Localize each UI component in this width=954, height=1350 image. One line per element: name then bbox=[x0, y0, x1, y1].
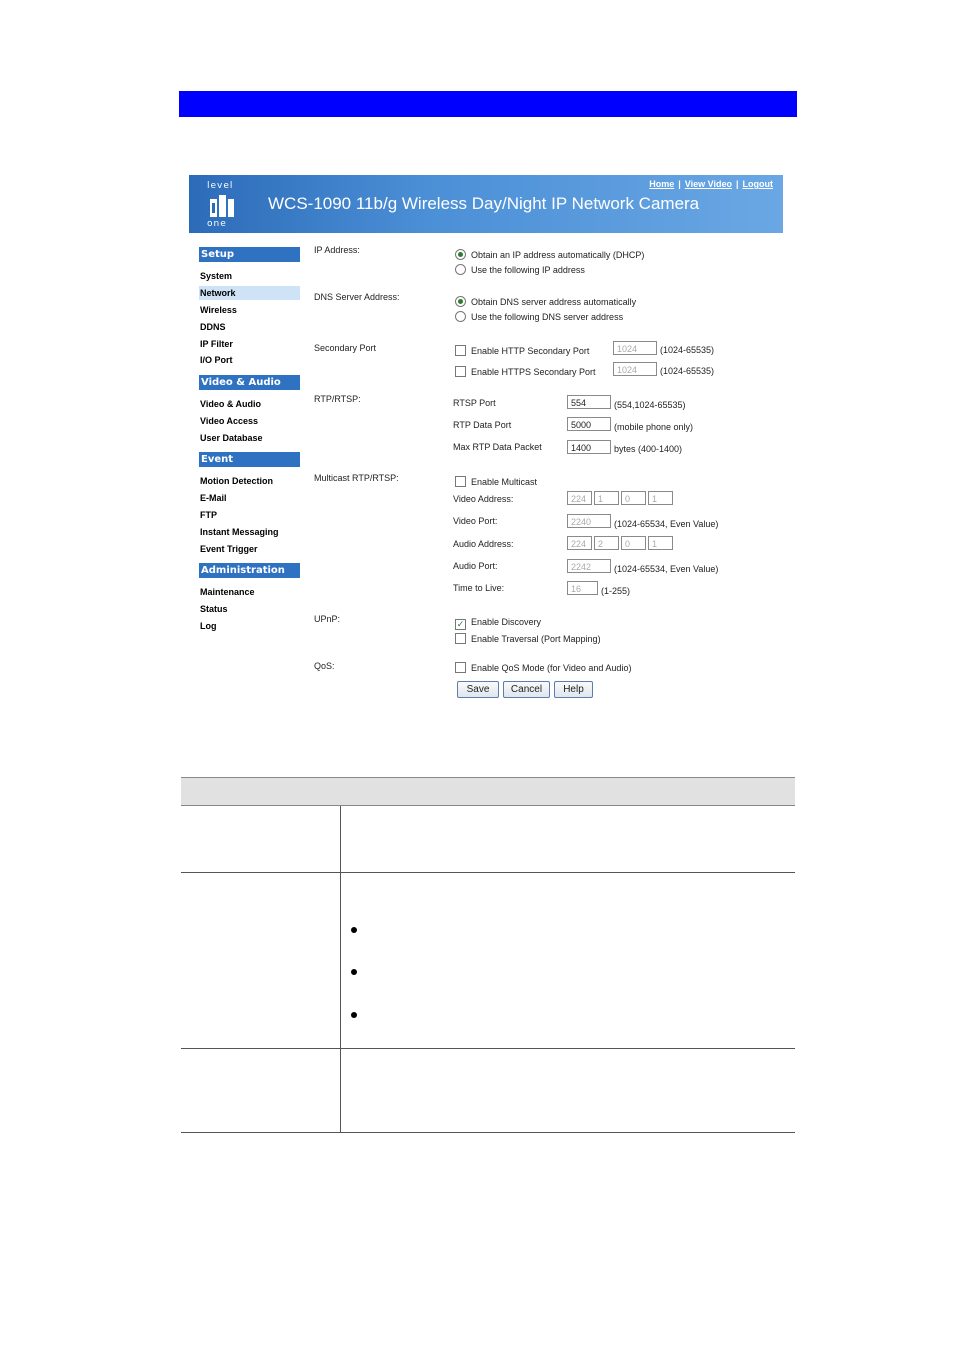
table-header bbox=[181, 777, 795, 806]
rtsp-port-input[interactable]: 554 bbox=[567, 395, 611, 409]
http-secondary-range: (1024-65535) bbox=[660, 345, 715, 355]
dns-label: DNS Server Address: bbox=[314, 292, 400, 302]
enable-multicast-text: Enable Multicast bbox=[471, 477, 538, 487]
description-table bbox=[181, 777, 795, 1133]
rtp-data-port-label: RTP Data Port bbox=[453, 420, 512, 430]
video-port-input[interactable]: 2240 bbox=[567, 514, 611, 528]
ip-dhcp-radio[interactable] bbox=[455, 249, 466, 260]
upnp-discovery-checkbox[interactable]: ✓ bbox=[456, 619, 465, 629]
audio-address-label: Audio Address: bbox=[453, 539, 514, 549]
view-video-link[interactable]: View Video bbox=[684, 179, 732, 189]
rtp-rtsp-label: RTP/RTSP: bbox=[314, 394, 361, 404]
help-button[interactable]: Help bbox=[554, 681, 593, 698]
logo-text-bottom: one bbox=[207, 219, 227, 229]
logo-mark-icon bbox=[209, 195, 235, 217]
video-address-octet-1[interactable]: 224 bbox=[567, 491, 592, 505]
ttl-note: (1-255) bbox=[601, 586, 631, 596]
upnp-discovery-option[interactable] bbox=[455, 617, 541, 630]
table-column-divider bbox=[340, 806, 341, 1133]
sidebar-item-video-audio[interactable]: Video & Audio bbox=[200, 399, 262, 409]
audio-address-octet-2[interactable]: 2 bbox=[594, 536, 619, 550]
qos-text: Enable QoS Mode (for Video and Audio) bbox=[471, 663, 632, 673]
sidebar-item-maintenance[interactable]: Maintenance bbox=[200, 587, 255, 597]
enable-multicast-option[interactable] bbox=[455, 476, 537, 487]
https-secondary-port-input[interactable]: 1024 bbox=[613, 362, 657, 376]
rtp-data-port-note: (mobile phone only) bbox=[614, 422, 694, 432]
http-secondary-option[interactable] bbox=[455, 345, 589, 356]
http-secondary-checkbox[interactable] bbox=[455, 345, 466, 356]
sidebar-item-user-database[interactable]: User Database bbox=[200, 433, 263, 443]
qos-option[interactable] bbox=[455, 662, 631, 673]
max-rtp-packet-label: Max RTP Data Packet bbox=[453, 442, 542, 452]
header-links: Home | View Video | Logout bbox=[649, 179, 773, 189]
video-address-octet-4[interactable]: 1 bbox=[648, 491, 673, 505]
table-row-divider bbox=[181, 1048, 795, 1049]
sidebar-section-setup: Setup bbox=[199, 247, 300, 262]
enable-multicast-checkbox[interactable] bbox=[455, 476, 466, 487]
ip-static-option[interactable] bbox=[455, 264, 585, 275]
video-port-note: (1024-65534, Even Value) bbox=[614, 519, 719, 529]
sidebar-item-email[interactable]: E-Mail bbox=[200, 493, 227, 503]
ip-dhcp-text: Obtain an IP address automatically (DHCP) bbox=[471, 250, 645, 260]
dns-static-option[interactable] bbox=[455, 311, 623, 322]
upnp-discovery-text: Enable Discovery bbox=[471, 617, 542, 627]
sidebar-item-system[interactable]: System bbox=[200, 271, 233, 281]
list-bullet bbox=[351, 969, 357, 975]
sidebar-section-event: Event bbox=[199, 452, 300, 467]
upnp-label: UPnP: bbox=[314, 614, 341, 624]
audio-address-octet-4[interactable]: 1 bbox=[648, 536, 673, 550]
ui-header bbox=[189, 175, 783, 233]
http-secondary-port-input[interactable]: 1024 bbox=[613, 341, 657, 355]
home-link[interactable]: Home bbox=[649, 179, 675, 189]
sidebar-item-log[interactable]: Log bbox=[200, 621, 217, 631]
ip-dhcp-option[interactable] bbox=[455, 249, 644, 260]
max-rtp-packet-input[interactable]: 1400 bbox=[567, 440, 611, 454]
max-rtp-packet-note: bytes (400-1400) bbox=[614, 444, 683, 454]
cancel-button[interactable]: Cancel bbox=[503, 681, 550, 698]
ip-static-text: Use the following IP address bbox=[471, 265, 585, 275]
table-bottom-border bbox=[181, 1132, 795, 1133]
section-title-bar bbox=[179, 91, 797, 117]
video-address-label: Video Address: bbox=[453, 494, 514, 504]
rtsp-port-label: RTSP Port bbox=[453, 398, 496, 408]
logout-link[interactable]: Logout bbox=[742, 179, 773, 189]
sidebar-item-wireless[interactable]: Wireless bbox=[200, 305, 237, 315]
rtp-data-port-input[interactable]: 5000 bbox=[567, 417, 611, 431]
sidebar-item-event-trigger[interactable]: Event Trigger bbox=[200, 544, 258, 554]
sidebar-section-video-audio: Video & Audio bbox=[199, 375, 300, 390]
secondary-port-label: Secondary Port bbox=[314, 343, 377, 353]
list-bullet bbox=[351, 927, 357, 933]
sidebar-item-motion-detection[interactable]: Motion Detection bbox=[200, 476, 273, 486]
ip-static-radio[interactable] bbox=[455, 264, 466, 275]
dns-auto-text: Obtain DNS server address automatically bbox=[471, 297, 637, 307]
http-secondary-text: Enable HTTP Secondary Port bbox=[471, 346, 590, 356]
https-secondary-checkbox[interactable] bbox=[455, 366, 466, 377]
sidebar-item-status[interactable]: Status bbox=[200, 604, 228, 614]
https-secondary-option[interactable] bbox=[455, 366, 596, 377]
sidebar-item-ip-filter[interactable]: IP Filter bbox=[200, 339, 233, 349]
https-secondary-text: Enable HTTPS Secondary Port bbox=[471, 367, 596, 377]
sidebar-item-ftp[interactable]: FTP bbox=[200, 510, 217, 520]
https-secondary-range: (1024-65535) bbox=[660, 366, 715, 376]
table-row-divider bbox=[181, 872, 795, 873]
multicast-label: Multicast RTP/RTSP: bbox=[314, 473, 399, 483]
sidebar-item-video-access[interactable]: Video Access bbox=[200, 416, 259, 426]
sidebar-item-io-port[interactable]: I/O Port bbox=[200, 355, 233, 365]
sidebar-section-administration: Administration bbox=[199, 563, 300, 578]
logo-text-top: level bbox=[207, 181, 234, 191]
dns-static-radio[interactable] bbox=[455, 311, 466, 322]
audio-port-input[interactable]: 2242 bbox=[567, 559, 611, 573]
video-address-octet-2[interactable]: 1 bbox=[594, 491, 619, 505]
qos-checkbox[interactable] bbox=[455, 662, 466, 673]
video-address-octet-3[interactable]: 0 bbox=[621, 491, 646, 505]
audio-port-label: Audio Port: bbox=[453, 561, 498, 571]
audio-address-octet-3[interactable]: 0 bbox=[621, 536, 646, 550]
camera-title: WCS-1090 11b/g Wireless Day/Night IP Network Camera bbox=[268, 194, 700, 213]
camera-web-ui bbox=[189, 175, 783, 705]
ip-address-label: IP Address: bbox=[314, 245, 360, 255]
sidebar-item-network[interactable]: Network bbox=[199, 286, 300, 300]
upnp-traversal-text: Enable Traversal (Port Mapping) bbox=[471, 634, 601, 644]
list-bullet bbox=[351, 1012, 357, 1018]
dns-auto-option[interactable] bbox=[455, 296, 636, 307]
upnp-traversal-option[interactable] bbox=[455, 633, 601, 644]
dns-auto-radio[interactable] bbox=[455, 296, 466, 307]
upnp-traversal-checkbox[interactable] bbox=[455, 633, 466, 644]
sidebar-item-instant-messaging[interactable]: Instant Messaging bbox=[200, 527, 279, 537]
audio-port-note: (1024-65534, Even Value) bbox=[614, 564, 719, 574]
ttl-label: Time to Live: bbox=[453, 583, 505, 593]
dns-static-text: Use the following DNS server address bbox=[471, 312, 624, 322]
video-port-label: Video Port: bbox=[453, 516, 498, 526]
rtsp-port-range: (554,1024-65535) bbox=[614, 400, 686, 410]
qos-label: QoS: bbox=[314, 661, 335, 671]
sidebar-item-ddns[interactable]: DDNS bbox=[200, 322, 226, 332]
ttl-input[interactable]: 16 bbox=[567, 581, 598, 595]
audio-address-octet-1[interactable]: 224 bbox=[567, 536, 592, 550]
levelone-logo bbox=[203, 181, 243, 227]
save-button[interactable]: Save bbox=[457, 681, 499, 698]
